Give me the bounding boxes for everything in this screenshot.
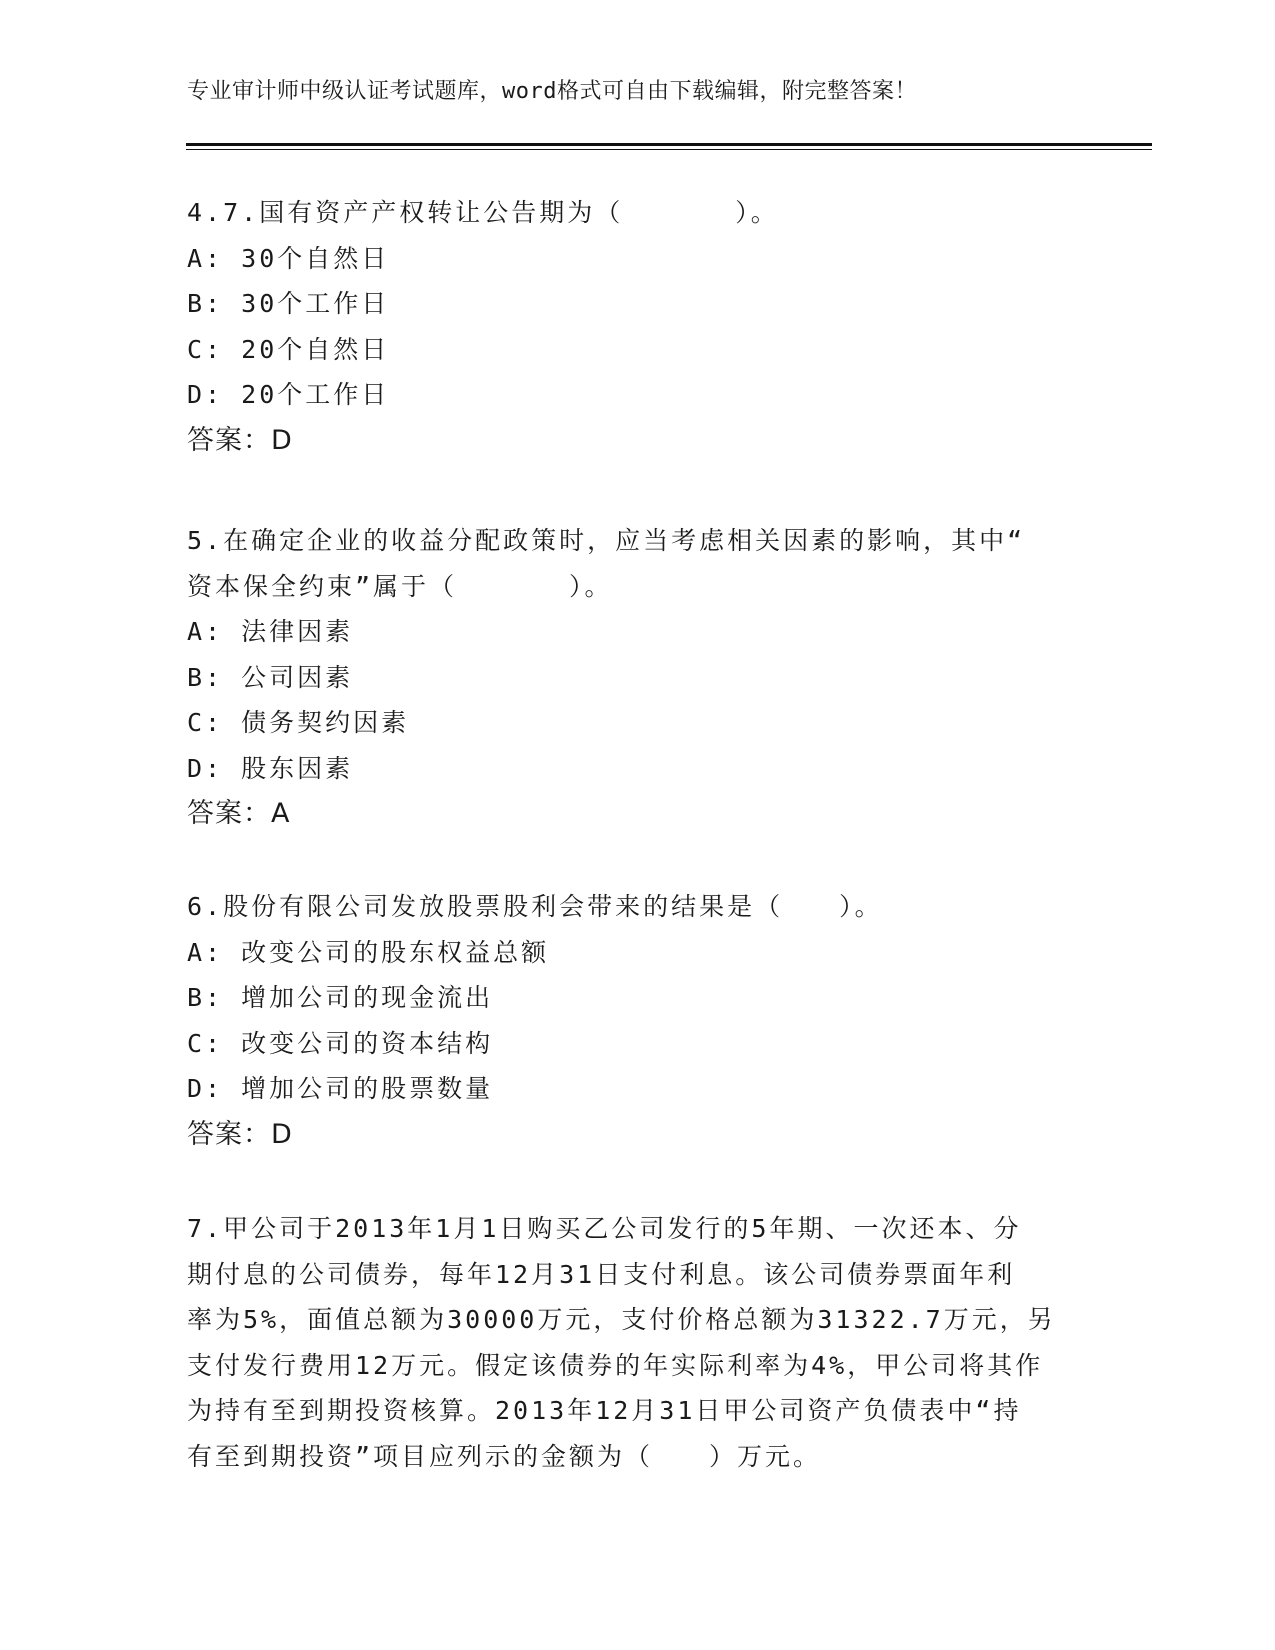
option-d: D: 增加公司的股票数量	[187, 1074, 494, 1103]
question-6	[187, 884, 1087, 1157]
question-stem: 4.7.国有资产产权转让公告期为（ ）。	[187, 198, 779, 227]
option-a: A: 30个自然日	[187, 243, 390, 273]
answer-line: 答案：D	[187, 1118, 293, 1150]
question-stem-cont: 率为5%，面值总额为30000万元，支付价格总额为31322.7万元，另	[187, 1305, 1056, 1334]
header-rule-thick	[186, 143, 1152, 146]
question-4-7	[187, 190, 1087, 463]
option-c: C: 改变公司的资本结构	[187, 1028, 494, 1058]
option-b: B: 30个工作日	[187, 289, 390, 318]
question-stem-cont: 期付息的公司债券，每年12月31日支付利息。该公司债券票面年利	[187, 1259, 1016, 1289]
question-stem-cont: 有至到期投资”项目应列示的金额为（ ）万元。	[187, 1441, 822, 1471]
option-d: D: 20个工作日	[187, 380, 390, 409]
question-7	[187, 1206, 1087, 1479]
question-5	[187, 518, 1087, 837]
page-header: 专业审计师中级认证考试题库，word格式可自由下载编辑，附完整答案！	[187, 79, 917, 104]
answer-line: 答案：D	[187, 424, 293, 456]
question-stem-cont: 资本保全约束”属于（ ）。	[187, 571, 613, 601]
option-c: C: 20个自然日	[187, 334, 390, 364]
option-b: B: 公司因素	[187, 662, 354, 692]
question-stem-cont: 为持有至到期投资核算。2013年12月31日甲公司资产负债表中“持	[187, 1396, 1022, 1425]
option-a: A: 改变公司的股东权益总额	[187, 937, 550, 967]
question-stem: 5.在确定企业的收益分配政策时，应当考虑相关因素的影响，其中“	[187, 526, 1026, 555]
answer-line: 答案：A	[187, 798, 291, 829]
option-b: B: 增加公司的现金流出	[187, 983, 494, 1012]
option-a: A: 法律因素	[187, 617, 354, 646]
question-stem-cont: 支付发行费用12万元。假定该债券的年实际利率为4%，甲公司将其作	[187, 1350, 1044, 1380]
option-c: C: 债务契约因素	[187, 708, 410, 737]
option-d: D: 股东因素	[187, 753, 354, 783]
header-rule-thin	[186, 149, 1152, 150]
question-stem: 7.甲公司于2013年1月1日购买乙公司发行的5年期、一次还本、分	[187, 1214, 1022, 1243]
question-stem: 6.股份有限公司发放股票股利会带来的结果是（ ）。	[187, 892, 883, 921]
